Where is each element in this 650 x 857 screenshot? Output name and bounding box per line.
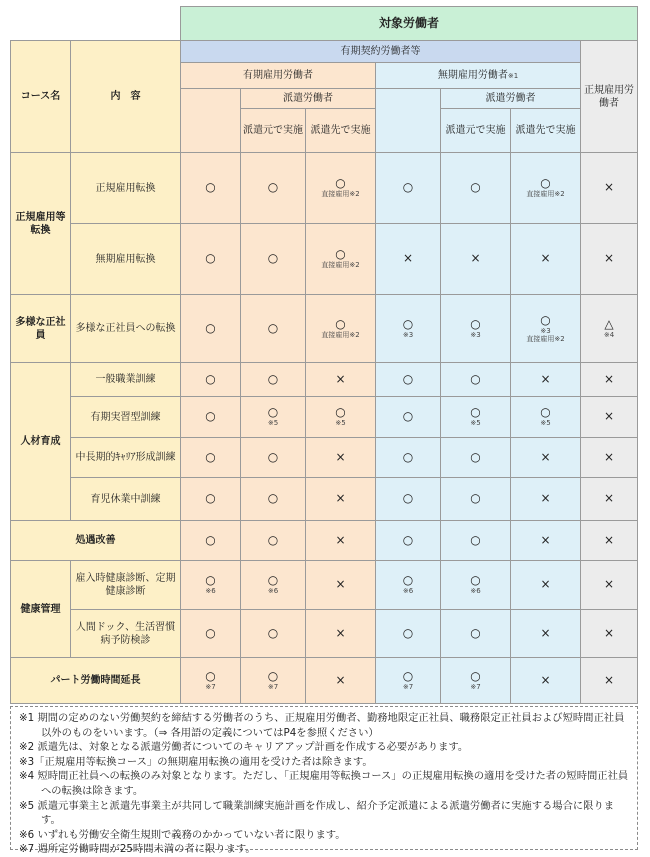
footnote-2: ※2 派遣先は、対象となる派遣労働者についてのキャリアアップ計画を作成する必要があります。 xyxy=(19,741,469,754)
eligibility-mark: ○ xyxy=(267,491,279,506)
eligibility-mark: ○ xyxy=(402,371,414,386)
indef-dispatch-dest-header: 派遣先で実施 xyxy=(511,109,581,153)
cell-regular xyxy=(581,478,638,521)
eligibility-mark: ○ xyxy=(205,320,216,335)
cell-indef-dispatch-origin xyxy=(441,363,511,397)
group-label: 人材育成 xyxy=(11,363,71,521)
group-label: 健康管理 xyxy=(11,561,71,658)
eligibility-mark: × xyxy=(603,672,615,687)
eligibility-mark: × xyxy=(470,251,481,266)
row-content: 一般職業訓練 xyxy=(71,363,181,397)
eligibility-mark: × xyxy=(335,672,346,687)
eligibility-mark: ○ xyxy=(267,251,279,266)
content-header: 内 容 xyxy=(71,41,181,153)
cell-indef-dispatch-dest xyxy=(511,478,581,521)
eligibility-mark: ○ xyxy=(335,247,346,262)
eligibility-mark: × xyxy=(335,371,346,386)
cell-regular xyxy=(581,397,638,438)
cell-fixed-direct xyxy=(181,224,241,295)
eligibility-mark: ○ xyxy=(470,316,481,331)
cell-regular xyxy=(581,521,638,561)
fixed-term-dispatch-header: 派遣労働者 xyxy=(241,89,376,109)
eligibility-mark: × xyxy=(603,371,615,386)
cell-indef-direct xyxy=(376,397,441,438)
cell-note: ※3 xyxy=(540,326,551,335)
eligibility-mark: ○ xyxy=(402,180,414,195)
cell-indef-direct xyxy=(376,478,441,521)
fixed-term-direct-blank xyxy=(181,89,241,153)
cell-indef-direct xyxy=(376,521,441,561)
eligibility-mark: ○ xyxy=(470,180,481,195)
cell-note: ※6 xyxy=(205,587,216,596)
eligibility-mark: × xyxy=(335,625,346,640)
row-content: 有期実習型訓練 xyxy=(71,397,181,438)
cell-fixed-dispatch-dest xyxy=(306,478,376,521)
cell-note: ※6 xyxy=(470,587,481,596)
eligibility-mark: ○ xyxy=(205,532,216,547)
indefinite-dispatch-header: 派遣労働者 xyxy=(441,89,581,109)
fixed-term-group-header: 有期契約労働者等 xyxy=(181,41,581,63)
cell-regular xyxy=(581,610,638,658)
cell-regular xyxy=(581,561,638,610)
indefinite-direct-blank xyxy=(376,89,441,153)
cell-fixed-direct xyxy=(181,438,241,478)
eligibility-mark: ○ xyxy=(540,176,551,191)
cell-fixed-dispatch-origin xyxy=(241,610,306,658)
eligibility-mark: × xyxy=(540,577,551,592)
eligibility-mark: ○ xyxy=(267,573,279,588)
cell-fixed-dispatch-origin xyxy=(241,295,306,363)
cell-note: ※5 xyxy=(335,419,346,428)
eligibility-mark: ○ xyxy=(205,449,216,464)
cell-indef-direct xyxy=(376,224,441,295)
cell-indef-dispatch-dest xyxy=(511,658,581,704)
table-row xyxy=(11,224,638,295)
eligibility-mark: ○ xyxy=(267,320,279,335)
fixed-term-header: 有期雇用労働者 xyxy=(181,63,376,89)
eligibility-mark: ○ xyxy=(402,668,414,683)
cell-note: 直接雇用※2 xyxy=(321,330,360,339)
cell-indef-dispatch-dest xyxy=(511,521,581,561)
row-content: 多様な正社員への転換 xyxy=(71,295,181,363)
cell-note: ※3 xyxy=(470,330,481,339)
cell-indef-dispatch-origin xyxy=(441,521,511,561)
footnotes xyxy=(10,706,638,856)
cell-fixed-direct xyxy=(181,610,241,658)
eligibility-mark: ○ xyxy=(335,405,346,420)
cell-indef-dispatch-dest xyxy=(511,438,581,478)
cell-note: 直接雇用※2 xyxy=(321,261,360,270)
cell-indef-dispatch-origin xyxy=(441,478,511,521)
eligibility-mark: ○ xyxy=(540,405,551,420)
eligibility-mark: ○ xyxy=(470,625,481,640)
cell-note: ※5 xyxy=(540,419,551,428)
cell-note: 直接雇用※2 xyxy=(526,335,565,344)
cell-regular xyxy=(581,153,638,224)
cell-fixed-dispatch-dest xyxy=(306,658,376,704)
group-label: 多様な正社員 xyxy=(11,295,71,363)
cell-regular xyxy=(581,658,638,704)
cell-regular xyxy=(581,224,638,295)
table-row xyxy=(11,658,638,704)
row-content: 正規雇用転換 xyxy=(71,153,181,224)
indefinite-header: 無期雇用労働者※1 xyxy=(376,63,581,89)
cell-fixed-direct xyxy=(181,561,241,610)
cell-fixed-dispatch-origin xyxy=(241,397,306,438)
eligibility-mark: ○ xyxy=(205,668,216,683)
cell-fixed-direct xyxy=(181,658,241,704)
cell-note: 直接雇用※2 xyxy=(321,190,360,199)
eligibility-mark: × xyxy=(603,449,615,464)
footnote-5: ※5 派遣元事業主と派遣先事業主が共同して職業訓練実施計画を作成し、紹介予定派遣による派遣労働者に実施する場合に限ります。 xyxy=(19,799,615,827)
eligibility-mark: ○ xyxy=(402,573,414,588)
eligibility-mark: × xyxy=(603,409,615,424)
group-label: 処遇改善 xyxy=(11,521,181,561)
eligibility-mark: ○ xyxy=(402,532,414,547)
cell-indef-direct xyxy=(376,363,441,397)
cell-fixed-dispatch-origin xyxy=(241,153,306,224)
cell-fixed-dispatch-dest xyxy=(306,610,376,658)
cell-note: ※5 xyxy=(470,419,481,428)
table-row xyxy=(11,363,638,397)
cell-indef-direct xyxy=(376,153,441,224)
eligibility-mark: ○ xyxy=(470,573,481,588)
cell-note: ※3 xyxy=(402,330,414,339)
cell-indef-dispatch-dest xyxy=(511,561,581,610)
cell-fixed-dispatch-origin xyxy=(241,363,306,397)
cell-fixed-dispatch-origin xyxy=(241,224,306,295)
cell-fixed-direct xyxy=(181,478,241,521)
cell-fixed-dispatch-dest xyxy=(306,295,376,363)
cell-indef-dispatch-dest xyxy=(511,397,581,438)
table-row xyxy=(11,478,638,521)
group-label: 正規雇用等転換 xyxy=(11,153,71,295)
eligibility-mark: × xyxy=(540,491,551,506)
eligibility-mark: × xyxy=(402,251,414,266)
cell-indef-dispatch-dest xyxy=(511,363,581,397)
cell-note: ※6 xyxy=(402,587,414,596)
group-label: パート労働時間延長 xyxy=(11,658,181,704)
cell-fixed-dispatch-dest xyxy=(306,521,376,561)
regular-worker-header: 正規雇用労働者 xyxy=(581,41,638,153)
eligibility-mark: ○ xyxy=(540,312,551,327)
table-row xyxy=(11,561,638,610)
eligibility-mark: × xyxy=(603,532,615,547)
cell-fixed-dispatch-dest xyxy=(306,363,376,397)
eligibility-mark: ○ xyxy=(205,409,216,424)
table-row xyxy=(11,295,638,363)
cell-note: ※6 xyxy=(267,587,279,596)
cell-indef-direct xyxy=(376,438,441,478)
cell-indef-dispatch-dest xyxy=(511,610,581,658)
eligibility-mark: ○ xyxy=(335,316,346,331)
cell-indef-direct xyxy=(376,658,441,704)
table-row xyxy=(11,438,638,478)
cell-note: 直接雇用※2 xyxy=(526,190,565,199)
eligibility-mark: × xyxy=(335,449,346,464)
cell-fixed-direct xyxy=(181,153,241,224)
eligibility-mark: × xyxy=(540,251,551,266)
eligibility-mark: ○ xyxy=(470,371,481,386)
footnote-1: ※1 期間の定めのない労働契約を締結する労働者のうち、正規雇用労働者、勤務地限定正社員、職務限定正社員および短時間正社員以外のものをいいます。（⇒ 各用語の定義についてはP4を参照ください） xyxy=(19,712,625,739)
eligibility-mark: × xyxy=(603,625,615,640)
eligibility-mark: × xyxy=(335,491,346,506)
eligibility-mark: ○ xyxy=(267,532,279,547)
cell-fixed-direct xyxy=(181,521,241,561)
eligibility-mark: ○ xyxy=(470,491,481,506)
cell-indef-dispatch-origin xyxy=(441,438,511,478)
eligibility-mark: × xyxy=(603,491,615,506)
eligibility-mark: ○ xyxy=(402,316,414,331)
row-content: 育児休業中訓練 xyxy=(71,478,181,521)
fixed-dispatch-origin-header: 派遣元で実施 xyxy=(241,109,306,153)
eligibility-mark: × xyxy=(540,371,551,386)
eligibility-mark: ○ xyxy=(470,405,481,420)
table-row xyxy=(11,610,638,658)
cell-fixed-dispatch-origin xyxy=(241,478,306,521)
cell-fixed-dispatch-origin xyxy=(241,561,306,610)
cell-indef-dispatch-origin xyxy=(441,295,511,363)
corner-blank xyxy=(11,7,181,41)
eligibility-mark: × xyxy=(335,577,346,592)
cell-indef-direct xyxy=(376,295,441,363)
cell-indef-direct xyxy=(376,610,441,658)
eligibility-mark: × xyxy=(603,577,615,592)
eligibility-table xyxy=(10,6,638,704)
table-row xyxy=(11,521,638,561)
eligibility-mark: ○ xyxy=(402,625,414,640)
target-workers-header: 対象労働者 xyxy=(181,7,638,41)
footnote-3: ※3「正規雇用等転換コース」の無期雇用転換の適用を受けた者は除きます。 xyxy=(19,755,373,768)
row-content: 雇入時健康診断、定期健康診断 xyxy=(71,561,181,610)
cell-indef-dispatch-origin xyxy=(441,397,511,438)
cell-indef-dispatch-origin xyxy=(441,610,511,658)
cell-note: ※4 xyxy=(603,330,615,339)
cell-note: ※7 xyxy=(470,682,481,691)
cell-fixed-dispatch-dest xyxy=(306,438,376,478)
cell-note: ※7 xyxy=(402,682,414,691)
cell-indef-dispatch-origin xyxy=(441,561,511,610)
footnote-7: ※7 週所定労働時間が25時間未満の者に限ります。 xyxy=(19,843,256,856)
cell-regular xyxy=(581,363,638,397)
cell-fixed-dispatch-origin xyxy=(241,438,306,478)
eligibility-mark: ○ xyxy=(402,449,414,464)
cell-note: ※7 xyxy=(205,682,216,691)
cell-fixed-dispatch-dest xyxy=(306,153,376,224)
cell-fixed-direct xyxy=(181,397,241,438)
eligibility-mark: ○ xyxy=(205,180,216,195)
fixed-dispatch-dest-header: 派遣先で実施 xyxy=(306,109,376,153)
eligibility-mark: ○ xyxy=(205,573,216,588)
row-content: 人間ドック、生活習慣病予防検診 xyxy=(71,610,181,658)
eligibility-mark: △ xyxy=(604,316,614,331)
row-content: 無期雇用転換 xyxy=(71,224,181,295)
cell-regular xyxy=(581,295,638,363)
cell-fixed-dispatch-dest xyxy=(306,397,376,438)
eligibility-mark: × xyxy=(603,251,615,266)
footnote-6: ※6 いずれも労働安全衛生規則で義務のかかっていない者に限ります。 xyxy=(19,828,346,841)
eligibility-mark: ○ xyxy=(205,625,216,640)
row-content: 中長期的ｷｬﾘｱ形成訓練 xyxy=(71,438,181,478)
eligibility-mark: ○ xyxy=(267,668,279,683)
eligibility-mark: ○ xyxy=(335,176,346,191)
cell-indef-dispatch-dest xyxy=(511,153,581,224)
eligibility-mark: ○ xyxy=(267,405,279,420)
cell-fixed-dispatch-dest xyxy=(306,224,376,295)
cell-fixed-dispatch-origin xyxy=(241,658,306,704)
eligibility-mark: × xyxy=(603,180,615,195)
eligibility-mark: ○ xyxy=(205,251,216,266)
cell-note: ※7 xyxy=(267,682,279,691)
eligibility-mark: ○ xyxy=(267,625,279,640)
cell-fixed-direct xyxy=(181,363,241,397)
cell-note: ※5 xyxy=(267,419,279,428)
table-row xyxy=(11,397,638,438)
eligibility-mark: × xyxy=(540,625,551,640)
cell-indef-dispatch-dest xyxy=(511,295,581,363)
eligibility-mark: × xyxy=(540,449,551,464)
eligibility-mark: ○ xyxy=(205,491,216,506)
cell-indef-dispatch-origin xyxy=(441,153,511,224)
indef-dispatch-origin-header: 派遣元で実施 xyxy=(441,109,511,153)
eligibility-mark: ○ xyxy=(470,532,481,547)
cell-indef-dispatch-origin xyxy=(441,658,511,704)
eligibility-mark: ○ xyxy=(470,668,481,683)
cell-indef-direct xyxy=(376,561,441,610)
eligibility-mark: × xyxy=(540,532,551,547)
cell-fixed-dispatch-dest xyxy=(306,561,376,610)
eligibility-mark: ○ xyxy=(205,371,216,386)
eligibility-mark: × xyxy=(335,532,346,547)
eligibility-mark: ○ xyxy=(470,449,481,464)
course-name-header: コース名 xyxy=(11,41,71,153)
eligibility-mark: ○ xyxy=(267,371,279,386)
eligibility-mark: ○ xyxy=(267,449,279,464)
eligibility-mark: × xyxy=(540,672,551,687)
eligibility-mark: ○ xyxy=(402,491,414,506)
cell-fixed-direct xyxy=(181,295,241,363)
cell-indef-dispatch-origin xyxy=(441,224,511,295)
eligibility-mark: ○ xyxy=(402,409,414,424)
cell-regular xyxy=(581,438,638,478)
cell-fixed-dispatch-origin xyxy=(241,521,306,561)
eligibility-mark: ○ xyxy=(267,180,279,195)
footnote-4: ※4 短時間正社員への転換のみ対象となります。ただし、「正規雇用等転換コース」の正規雇用転換の適用を受けた者の短時間正社員への転換は除きます。 xyxy=(19,770,629,797)
cell-indef-dispatch-dest xyxy=(511,224,581,295)
table-row xyxy=(11,153,638,224)
